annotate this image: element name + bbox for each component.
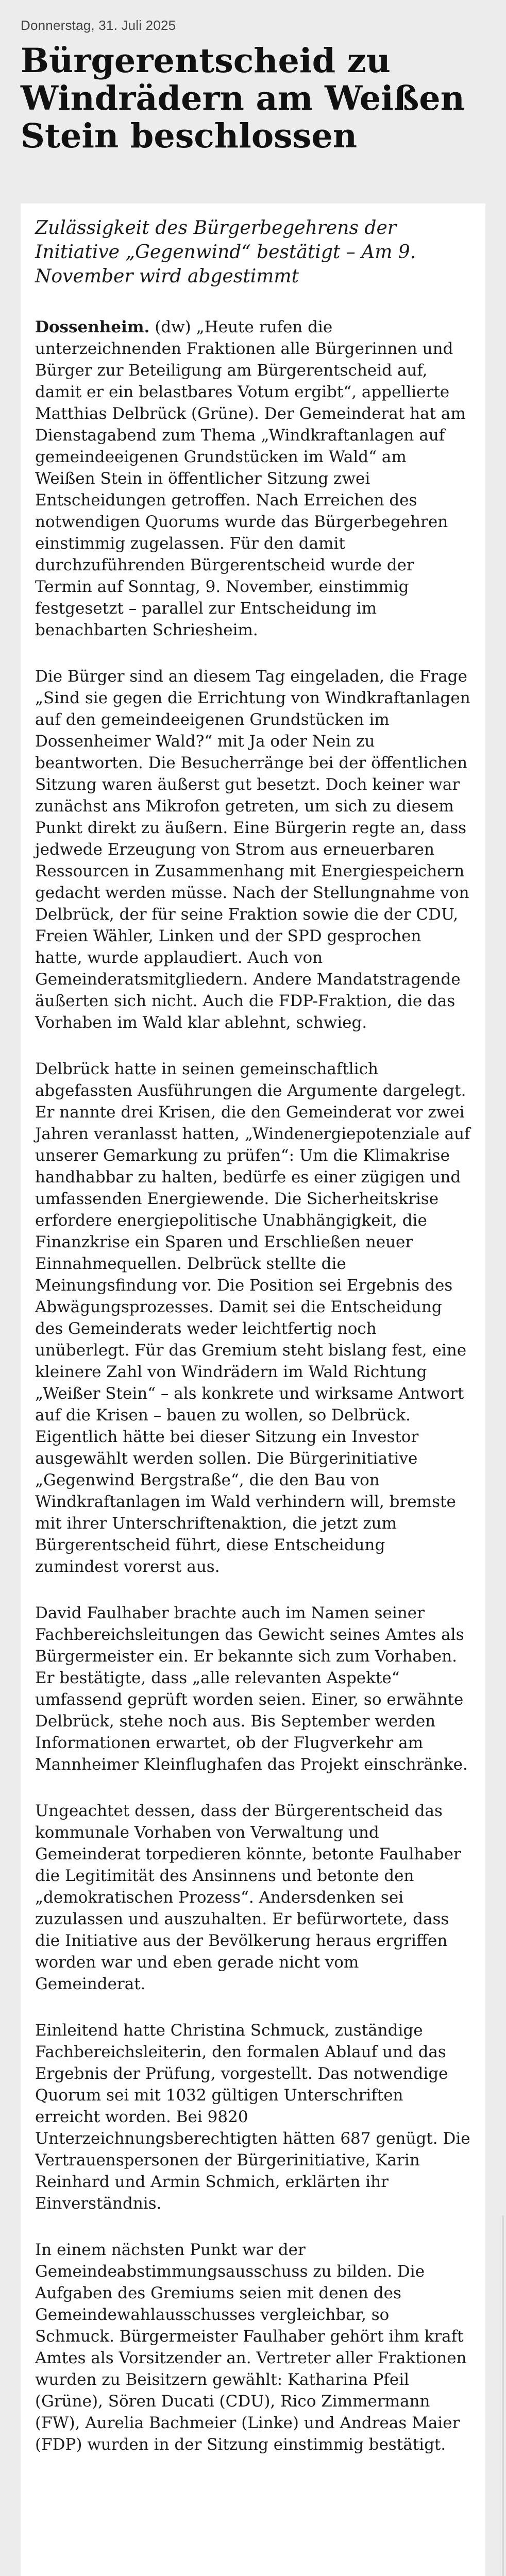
article-body — [21, 204, 485, 2576]
dateline: Dossenheim. — [35, 318, 150, 336]
page-title: Bürgerentscheid zu Windrädern am Weißen Stein beschlossen — [21, 41, 465, 156]
article-subtitle: Zulässigkeit des Bürgerbegehrens der Initiative „Gegenwind“ bestätigt – Am 9. November wird abgestimmt — [35, 217, 416, 287]
article-paragraph-2: Die Bürger sind an diesem Tag eingeladen, die Frage „Sind sie gegen die Errichtung von Windkraftanlagen auf den gemeindeeigenen Grundstücken im Dossenheimer Wald?“ mit Ja oder Nein zu beantworten. Die Besucherränge bei der öffentlichen Sitzung waren äußerst gut besetzt. Doch keiner war zunächst ans Mikrofon getreten, um sich zu diesem Punkt direkt zu äußern. Eine Bürgerin regte an, dass jedwede Erzeugung von Strom aus erneuerbaren Ressourcen in Zusammenhang mit Energiespeichern gedacht werden müsse. Nach der Stellungnahme von Delbrück, der für seine Fraktion sowie die der CDU, Freien Wähler, Linken und der SPD gesprochen hatte, wurde applaudiert. Auch von Gemeinderatsmitgliedern. Andere Mandatstragende äußerten sich nicht. Auch die FDP-Fraktion, die das Vorhaben im Wald klar ablehnt, schwieg. — [35, 667, 470, 1032]
article-paragraph-4: David Faulhaber brachte auch im Namen seiner Fachbereichsleitungen das Gewicht seines Amtes als Bürgermeister ein. Er bekannte sich zum Vorhaben. Er bestätigte, dass „alle relevanten Aspekte“ umfassend geprüft worden seien. Einer, so erwähnte Delbrück, stehe noch aus. Bis September werden Informationen erwartet, ob der Flugverkehr am Mannheimer Kleinflughafen das Projekt einschränke. — [35, 1604, 468, 1774]
article-paragraph-3: Delbrück hatte in seinen gemeinschaftlich abgefassten Ausführungen die Argumente dargelegt. Er nannte drei Krisen, die den Gemeinderat vor zwei Jahren veranlasst hatten, „Windenergiepotenziale auf unserer Gemarkung zu prüfen“: Um die Klimakrise handhabbar zu halten, bedürfe es einer zügigen und umfassenden Energiewende. Die Sicherheitskrise erfordere energiepolitische Unabhängigkeit, die Finanzkrise ein Sparen und Erschließen neuer Einnahmequellen. Delbrück stellte die Meinungsfindung vor. Die Position sei Ergebnis des Abwägungsprozesses. Damit sei die Entscheidung des Gemeinderats weder leichtfertig noch unüberlegt. Für das Gremium steht bislang fest, eine kleinere Zahl von Windrädern im Wald Richtung „Weißer Stein“ – als konkrete und wirksame Antwort auf die Krisen – bauen zu wollen, so Delbrück. Eigentlich hätte bei dieser Sitzung ein Investor ausgewählt werden sollen. Die Bürgerinitiative „Gegenwind Bergstraße“, die den Bau von Windkraftanlagen im Wald verhindern will, bremste mit ihrer Unterschriftenaktion, die jetzt zum Bürgerentscheid führt, diese Entscheidung zumindest vorerst aus. — [35, 1060, 470, 1576]
article-paragraph-6: Einleitend hatte Christina Schmuck, zuständige Fachbereichsleiterin, den formalen Ablauf und das Ergebnis der Prüfung, vorgestellt. Das notwendige Quorum sei mit 1032 gültigen Unterschriften erreicht worden. Bei 9820 Unterzeichnungsberechtigten hätten 687 genügt. Die Vertrauenspersonen der Bürgerinitiative, Karin Reinhard und Armin Schmich, erklärten ihr Einverständnis. — [35, 2021, 470, 2213]
article-paragraph-1 — [35, 316, 471, 641]
article-paragraph-5: Ungeachtet dessen, dass der Bürgerentscheid das kommunale Vorhaben von Verwaltung und Gemeinderat torpedieren könnte, betonte Faulhaber die Legitimität des Ansinnens und betonte den „demokratischen Prozess“. Andersdenken sei zuzulassen und auszuhalten. Er befürwortete, dass die Initiative aus der Bevölkerung heraus ergriffen worden war und eben gerade nicht vom Gemeinderat. — [35, 1802, 461, 1993]
paragraph-text: (dw) „Heute rufen die unterzeichnenden Fraktionen alle Bürgerinnen und Bürger zur Beteiligung am Bürgerentscheid auf, damit er ein belastbares Votum ergibt“, appellierte Matthias Delbrück (Grüne). Der Gemeinderat hat am Dienstagabend zum Thema „Windkraftanlagen auf gemeindeeigenen Grundstücken im Wald“ am Weißen Stein in öffentlicher Sitzung zwei Entscheidungen getroffen. Nach Erreichen des notwendigen Quorums wurde das Bürgerbegehren einstimmig zugelassen. Für den damit durchzuführenden Bürgerentscheid wurde der Termin auf Sonntag, 9. November, einstimmig festgesetzt – parallel zur Entscheidung im benachbarten Schriesheim. — [35, 318, 466, 639]
article-paragraph-7: In einem nächsten Punkt war der Gemeindeabstimmungsausschuss zu bilden. Die Aufgaben des Gremiums seien mit denen des Gemeindewahlausschusses vergleichbar, so Schmuck. Bürgermeister Faulhaber gehört ihm kraft Amtes als Vorsitzender an. Vertreter aller Fraktionen wurden zu Beisitzern gewählt: Katharina Pfeil (Grüne), Sören Ducati (CDU), Rico Zimmermann (FW), Aurelia Bachmeier (Linke) und Andreas Maier (FDP) wurden in der Sitzung einstimmig bestätigt. — [35, 2241, 467, 2454]
scrollbar[interactable] — [502, 2215, 504, 2576]
publication-date: Donnerstag, 31. Juli 2025 — [21, 18, 176, 33]
